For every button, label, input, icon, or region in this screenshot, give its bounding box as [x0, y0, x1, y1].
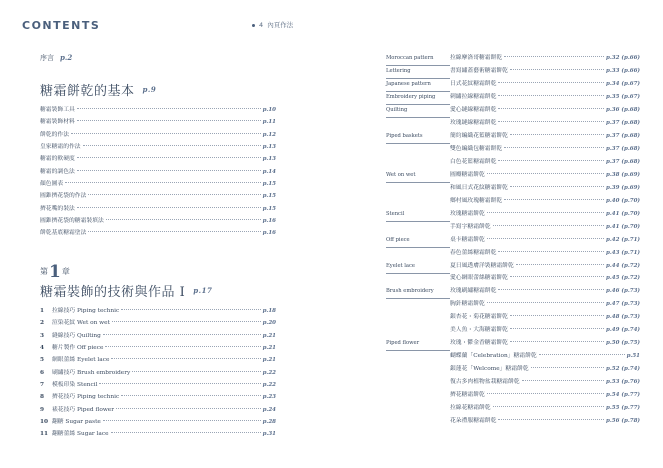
project-label: 擠花糖霜餅乾 [450, 392, 485, 399]
section-name: 內頁作法 [267, 21, 294, 29]
project-row[interactable] [386, 350, 640, 363]
project-page: p.48 (p.73) [606, 314, 640, 321]
leader-dots [498, 82, 604, 83]
toc-row[interactable]: 餅乾基底糖霜塗法 p.16 [40, 230, 276, 237]
leader-dots [539, 354, 625, 355]
leader-dots [493, 406, 604, 407]
project-row[interactable] [386, 65, 640, 78]
project-row[interactable] [386, 337, 640, 350]
leader-dots [487, 393, 604, 394]
project-row[interactable] [386, 376, 640, 389]
project-row[interactable] [386, 221, 640, 234]
toc-row[interactable]: 2 渲染花紋 Wet on wet p.20 [40, 320, 276, 327]
leader-dots [510, 186, 604, 187]
basics-page: p.9 [142, 85, 157, 94]
project-page: p.42 (p.71) [606, 236, 640, 243]
leader-dots [522, 380, 604, 381]
project-row[interactable] [386, 234, 640, 247]
project-row[interactable] [386, 247, 640, 260]
toc-row[interactable]: 擠花嘴的裝法 p.15 [40, 205, 276, 212]
project-page: p.33 (p.66) [606, 67, 640, 74]
toc-row[interactable]: 顏色圖表 p.15 [40, 181, 276, 188]
project-row[interactable] [386, 208, 640, 221]
leader-dots [498, 289, 604, 290]
preface-page: p.2 [60, 53, 73, 62]
leader-dots [510, 69, 604, 70]
project-category: Piped flower [386, 337, 450, 351]
toc-row[interactable]: 8 擠花技巧 Piping technic p.23 [40, 394, 276, 401]
project-row[interactable] [386, 415, 640, 428]
project-label: 夏日風透膚洋裝糖霜餅乾 [450, 262, 514, 269]
project-row[interactable] [386, 389, 640, 402]
project-page: p.32 (p.66) [606, 55, 640, 61]
toc-row[interactable]: 圓錐擠花袋的作法 p.15 [40, 193, 276, 200]
project-label: 雙色編織包糖霜餅乾 [450, 145, 503, 152]
project-page: p.39 (p.69) [606, 184, 640, 191]
toc-row[interactable]: 5 網眼蕾絲 Eyelet lace p.21 [40, 357, 276, 364]
contents-title: CONTENTS [22, 19, 101, 32]
project-category: Moroccan pattern [386, 52, 450, 66]
leader-dots [498, 160, 604, 161]
chapter1-page: p.17 [193, 286, 213, 295]
project-page: p.35 (p.67) [606, 93, 640, 100]
project-label: 刺繡拉線糖霜餅乾 [450, 93, 497, 100]
project-page: p.50 (p.75) [606, 340, 640, 347]
project-label: 鄉村風玫瑰糖霜餅乾 [450, 197, 503, 204]
leader-dots [498, 419, 604, 420]
project-page: p.53 (p.76) [606, 379, 640, 386]
project-label: 書寫繡蓋藝術糖霜餅乾 [450, 67, 508, 74]
toc-row[interactable]: 糖霜裝飾材料 p.11 [40, 119, 276, 126]
project-category: Lettering [386, 65, 450, 79]
project-label: 拉線摩洛哥糖霜餅乾 [450, 55, 503, 61]
project-label: 愛心網眼蕾絲糖霜餅乾 [450, 275, 508, 282]
toc-row[interactable]: 糖霜的調色法 p.14 [40, 168, 276, 175]
project-category: Japanese pattern [386, 78, 450, 92]
leader-dots [510, 328, 604, 329]
preface-entry[interactable] [40, 53, 72, 63]
leader-dots [504, 56, 604, 57]
project-page: p.34 (p.67) [606, 80, 640, 87]
project-page: p.37 (p.68) [606, 158, 640, 165]
project-category: Off piece [386, 234, 450, 248]
project-page: p.37 (p.68) [606, 119, 640, 126]
toc-row[interactable]: 3 縫線技巧 Quilting p.21 [40, 332, 276, 339]
project-page: p.37 (p.68) [606, 145, 640, 152]
project-category: Piped baskets [386, 130, 450, 144]
toc-row[interactable]: 餅乾的作法 p.12 [40, 131, 276, 138]
page-marker: 4 [259, 21, 264, 29]
project-label: 圓瓣糖霜餅乾 [450, 171, 485, 178]
project-row[interactable] [386, 117, 640, 130]
project-label: 簡約編織花籃糖霜餅乾 [450, 132, 508, 139]
chapter-label: 第1章 [40, 262, 70, 282]
leader-dots [487, 212, 604, 213]
project-label: 愛心縫線糖霜餅乾 [450, 106, 497, 113]
leader-dots [510, 134, 604, 135]
project-page: p.38 (p.69) [606, 171, 640, 178]
project-row[interactable] [386, 78, 640, 91]
project-row[interactable] [386, 182, 640, 195]
project-page: p.54 (p.77) [606, 392, 640, 399]
project-category: Wet on wet [386, 169, 450, 183]
project-row[interactable] [386, 169, 640, 182]
project-page: p.40 (p.70) [606, 197, 640, 204]
project-page: p.55 (p.77) [606, 405, 640, 412]
project-label: 玫瑰糖霜餅乾 [450, 210, 485, 217]
leader-dots [510, 276, 604, 277]
leader-dots [498, 121, 604, 122]
toc-row[interactable]: 10 翻糖 Sugar paste p.28 [40, 419, 276, 426]
project-row[interactable] [386, 311, 640, 324]
toc-row[interactable]: 圓錐擠花袋的糖霜裝填法 p.16 [40, 218, 276, 225]
project-label: 桌卡糖霜餅乾 [450, 236, 485, 243]
project-row[interactable] [386, 104, 640, 117]
leader-dots [493, 225, 604, 226]
project-label: 復古多肉植物盆栽糖霜餅乾 [450, 379, 520, 386]
project-category: Quilting [386, 104, 450, 118]
project-label: 玫瑰・鬱金香糖霜餅乾 [450, 340, 508, 347]
project-category: Brush embroidery [386, 285, 450, 299]
toc-row[interactable]: 11 翻糖蕾絲 Sugar lace p.31 [40, 431, 276, 438]
project-page: p.43 (p.71) [606, 249, 640, 256]
project-row[interactable] [386, 130, 640, 143]
project-category: Embroidery piping [386, 91, 450, 105]
project-page: p.44 (p.72) [606, 262, 640, 269]
leader-dots [498, 251, 604, 252]
project-label: 銀杏花・菊花糖霜餅乾 [450, 314, 508, 321]
project-page: p.51 [626, 353, 640, 360]
project-label: 銀蓮花「Welcome」糖霜餅乾 [450, 366, 529, 373]
leader-dots [487, 302, 604, 303]
project-label: 手寫字糖霜餅乾 [450, 223, 491, 230]
chapter-number: 1 [49, 262, 61, 282]
chapter1-title[interactable] [40, 281, 212, 300]
project-page: p.41 (p.70) [606, 210, 640, 217]
project-row[interactable] [386, 402, 640, 415]
project-page: p.45 (p.72) [606, 275, 640, 282]
project-page: p.56 (p.78) [606, 418, 640, 425]
project-row[interactable] [386, 324, 640, 337]
toc-row[interactable]: 7 模板印染 Stencil p.22 [40, 382, 276, 389]
project-label: 美人魚・大海糖霜餅乾 [450, 327, 508, 334]
project-label: 春色蕾絲糖霜餅乾 [450, 249, 497, 256]
project-label: 花朵禮服糖霜餅乾 [450, 418, 497, 425]
chapter1-list [40, 305, 276, 441]
leader-dots [487, 173, 604, 174]
project-row[interactable] [386, 260, 640, 273]
project-row[interactable] [386, 363, 640, 376]
project-label: 玫瑰縫線糖霜餅乾 [450, 119, 497, 126]
project-row[interactable] [386, 52, 640, 65]
project-row[interactable] [386, 272, 640, 285]
project-page: p.46 (p.73) [606, 288, 640, 295]
project-row[interactable] [386, 156, 640, 169]
project-label: 蝴蝶蘭「Celebration」糖霜餅乾 [450, 353, 537, 360]
project-row[interactable] [386, 285, 640, 298]
toc-row[interactable]: 糖霜裝飾工具 p.10 [40, 107, 276, 113]
project-label: 日式花紋糖霜餅乾 [450, 80, 497, 87]
leader-dots [498, 108, 604, 109]
leader-dots [516, 264, 604, 265]
bullet-icon [252, 24, 255, 27]
basics-title[interactable] [40, 80, 156, 99]
toc-row[interactable]: 皇家糖霜的作法 p.13 [40, 144, 276, 151]
running-header [252, 20, 293, 29]
project-page: p.49 (p.74) [606, 327, 640, 334]
project-row[interactable] [386, 143, 640, 156]
projects-list [386, 52, 640, 428]
leader-dots [510, 341, 604, 342]
toc-row[interactable]: 9 裱花技巧 Piped flower p.24 [40, 406, 276, 413]
toc-row[interactable]: 糖霜的軟硬度 p.13 [40, 156, 276, 163]
project-page: p.41 (p.70) [606, 223, 640, 230]
project-label: 拉線花糖霜餅乾 [450, 405, 491, 412]
leader-dots [531, 367, 604, 368]
project-page: p.36 (p.68) [606, 106, 640, 113]
leader-dots [504, 147, 604, 148]
project-label: 玫瑰刷繡糖霜餅乾 [450, 288, 497, 295]
basics-title-text: 糖霜餅乾的基本 [40, 84, 135, 99]
left-page [0, 0, 331, 468]
leader-dots [498, 95, 604, 96]
chapter1-title-text: 糖霜裝飾的技術與作品 I [40, 285, 186, 300]
project-page: p.47 (p.73) [606, 301, 640, 308]
toc-row[interactable]: 6 刷繡技巧 Brush embroidery p.22 [40, 369, 276, 376]
project-page: p.37 (p.68) [606, 132, 640, 139]
project-row[interactable] [386, 195, 640, 208]
project-label: 白色花籃糖霜餅乾 [450, 158, 497, 165]
leader-dots [504, 199, 604, 200]
preface-label: 序言 [40, 54, 54, 62]
toc-row[interactable]: 1 拉線技巧 Piping technic p.18 [40, 308, 276, 314]
project-category: Stencil [386, 208, 450, 222]
project-row[interactable] [386, 298, 640, 311]
leader-dots [487, 238, 604, 239]
project-label: 胸針糖霜餅乾 [450, 301, 485, 308]
basics-list [40, 104, 276, 240]
project-label: 和風日式花紋糖霜餅乾 [450, 184, 508, 191]
toc-row[interactable]: 4 糖片製作 Off piece p.21 [40, 345, 276, 352]
leader-dots [510, 315, 604, 316]
project-page: p.52 (p.74) [606, 366, 640, 373]
project-row[interactable] [386, 91, 640, 104]
project-category: Eyelet lace [386, 260, 450, 274]
